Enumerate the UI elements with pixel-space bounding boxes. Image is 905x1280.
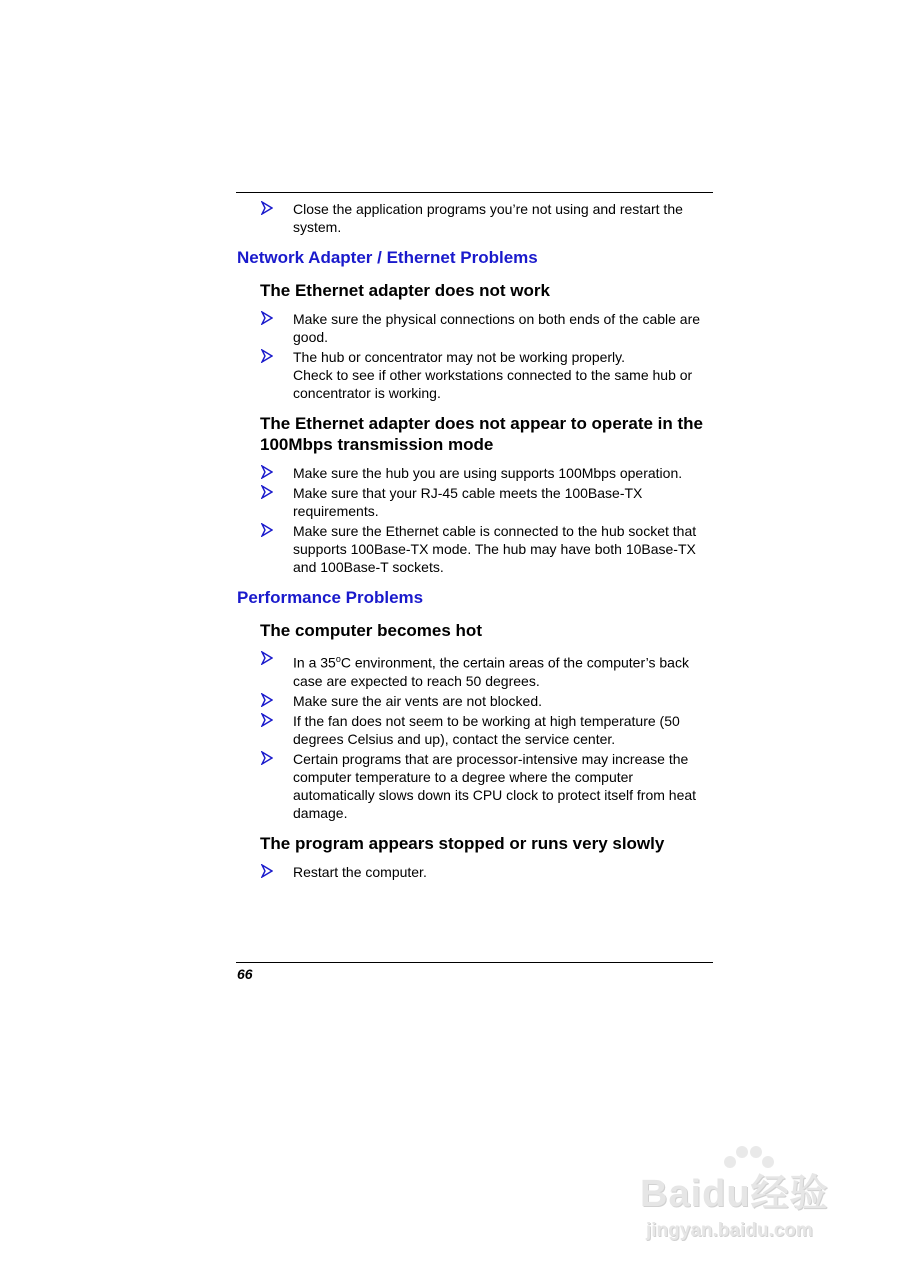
list-item — [237, 692, 713, 710]
list-item-text — [293, 650, 713, 690]
arrow-bullet-icon — [261, 201, 273, 215]
list-item-text: Make sure the hub you are using supports 100Mbps operation. — [293, 465, 683, 481]
arrow-bullet-icon — [261, 465, 273, 479]
list-item-text: The hub or concentrator may not be working properly. — [293, 349, 626, 365]
list-item-text: Close the application programs you’re not using and restart the system. — [293, 201, 683, 235]
list-item-text: Make sure the air vents are not blocked. — [293, 692, 543, 709]
bottom-rule — [236, 962, 713, 963]
list-item-text: Restart the computer. — [293, 863, 427, 880]
subsection-title: The Ethernet adapter does not appear to operate in the 100Mbps transmission mode — [260, 414, 704, 454]
section-title-performance: Performance Problems — [237, 588, 424, 607]
page-number: 66 — [237, 966, 253, 982]
list-item — [237, 484, 713, 520]
section-title-network: Network Adapter / Ethernet Problems — [237, 248, 538, 267]
list-item-text: If the fan does not seem to be working at high temperature (50 degrees Celsius and up), contact the service center. — [293, 712, 680, 747]
page-content — [237, 200, 713, 883]
arrow-bullet-icon — [261, 693, 273, 707]
arrow-bullet-icon — [261, 485, 273, 499]
top-rule — [236, 192, 713, 193]
arrow-bullet-icon — [261, 349, 273, 363]
arrow-bullet-icon — [261, 523, 273, 537]
list-item — [237, 200, 713, 236]
degree-superscript: o — [335, 654, 341, 664]
arrow-bullet-icon — [261, 751, 273, 765]
list-item — [237, 464, 713, 482]
list-item — [237, 863, 713, 881]
list-item — [237, 750, 713, 822]
subsection-title: The program appears stopped or runs very slowly — [260, 833, 665, 853]
list-item — [237, 650, 713, 690]
list-item-text: Make sure the physical connections on both ends of the cable are good. — [293, 311, 701, 345]
list-item — [237, 712, 713, 748]
list-item — [237, 310, 713, 346]
arrow-bullet-icon — [261, 713, 273, 727]
watermark-logo: Baidu经验 — [640, 1173, 829, 1215]
arrow-bullet-icon — [261, 311, 273, 325]
list-item-text: Make sure that your RJ-45 cable meets the 100Base-TX requirements. — [293, 485, 643, 519]
text-fragment: In a 35 — [293, 654, 336, 671]
list-item — [237, 348, 713, 402]
subsection-title: The Ethernet adapter does not work — [260, 281, 550, 300]
list-item — [237, 522, 713, 576]
subsection-title: The computer becomes hot — [260, 621, 482, 640]
watermark — [640, 1142, 855, 1247]
watermark-url: jingyan.baidu.com — [646, 1220, 813, 1241]
list-item-text: Check to see if other workstations connected to the same hub or concentrator is working. — [293, 367, 693, 401]
text-fragment: C environment, the certain areas of the computer’s back case are expected to reach 50 degrees. — [293, 654, 689, 689]
arrow-bullet-icon — [261, 864, 273, 878]
list-item-text: Certain programs that are processor-intensive may increase the computer temperature to a degree where the computer automatically slows down its CPU clock to protect itself from heat damage. — [293, 750, 697, 821]
list-item-text: Make sure the Ethernet cable is connected to the hub socket that supports 100Base-TX mode. The hub may have both 10Base-TX and 100Base-T sockets. — [293, 523, 697, 575]
arrow-bullet-icon — [261, 651, 273, 665]
